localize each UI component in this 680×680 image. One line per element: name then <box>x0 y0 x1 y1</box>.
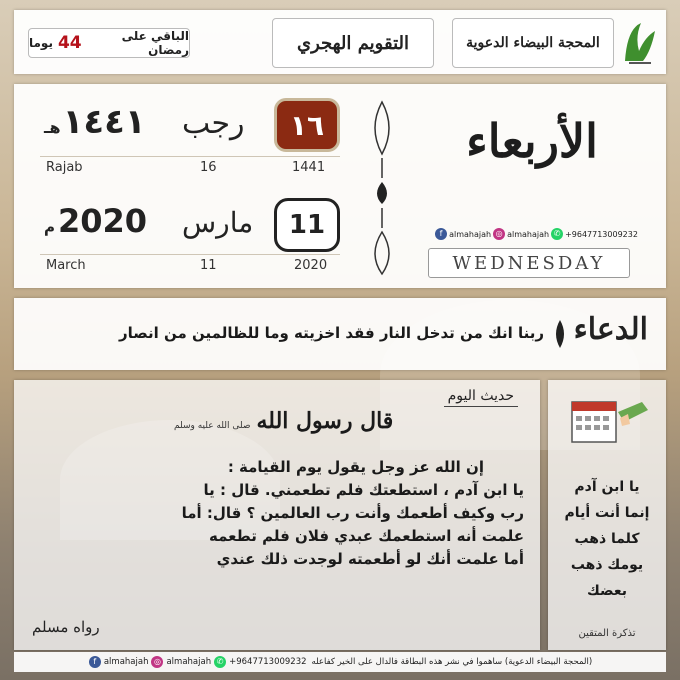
hadith-source: رواه مسلم <box>32 618 100 636</box>
reminder-line: بعضك <box>587 583 627 599</box>
gregorian-year-value: 2020 <box>58 202 148 240</box>
whatsapp-icon: ✆ <box>551 228 563 240</box>
date-social-row <box>418 228 654 240</box>
hadith-honorific: صلى الله عليه وسلم <box>174 421 251 431</box>
whatsapp-number: +9647713009232 <box>565 229 638 239</box>
hijri-month-ar: رجب <box>182 106 245 141</box>
facebook-handle: almahajah <box>449 229 492 239</box>
reminder-line: يا ابن آدم <box>574 479 640 495</box>
weekday-en: WEDNESDAY <box>452 252 606 274</box>
gregorian-day-en: 11 <box>200 258 217 273</box>
gregorian-day: 11 <box>288 210 326 240</box>
gregorian-month-en: March <box>46 258 86 273</box>
hijri-year-en: 1441 <box>292 160 326 175</box>
org-name: المحجة البيضاء الدعوية <box>452 18 614 68</box>
reminder-text <box>554 474 660 604</box>
footer-whatsapp-icon: ✆ <box>214 656 226 668</box>
hijri-year-suffix: هـ <box>44 118 61 137</box>
reminder-panel <box>548 380 666 650</box>
ornament-divider-icon <box>362 98 402 278</box>
footer-bar <box>14 652 666 672</box>
hadith-heading <box>174 408 393 434</box>
ramadan-countdown <box>28 28 190 58</box>
reminder-line: إنما أنت أيام <box>564 505 650 521</box>
footer-text: (المحجة البيضاء الدعوية) ساهموا في نشر هذه البطاقة فالدال على الخير كفاعله <box>311 657 593 667</box>
countdown-suffix: يوما <box>29 36 53 50</box>
reminder-label: تذكرة المتقين <box>578 628 636 639</box>
dua-label: الدعاء <box>573 312 648 347</box>
dua-text: ربنا انك من تدخل النار فقد اخزيته وما للظالمين من انصار <box>118 324 544 342</box>
reminder-line: يومك ذهب <box>570 557 644 573</box>
facebook-icon: f <box>435 228 447 240</box>
hadith-line: إن الله عز وجل يقول يوم القيامة : <box>227 458 484 476</box>
gregorian-year-en: 2020 <box>294 258 328 273</box>
hadith-line: رب وكيف أطعمك وأنت رب العالمين ؟ قال: أما <box>181 504 524 522</box>
hadith-line: علمت أنه استطعمك عبدي فلان فلم تطعمه <box>209 527 524 545</box>
hadith-body <box>26 456 524 571</box>
instagram-handle: almahajah <box>507 229 550 239</box>
gregorian-year-suffix: م <box>44 218 55 236</box>
hadith-label: حديث اليوم <box>444 388 518 407</box>
countdown-prefix: الباقي على رمضان <box>121 29 189 57</box>
header-bar <box>14 10 666 74</box>
footer-whatsapp: +9647713009232 <box>229 657 307 667</box>
hijri-day-badge <box>274 98 340 152</box>
footer-instagram: almahajah <box>166 657 212 667</box>
gregorian-month-ar: مارس <box>182 206 254 239</box>
hadith-line: أما علمت أنك لو أطعمته لوجدت ذلك عندي <box>216 550 524 568</box>
weekday-ar: الأربعاء <box>466 114 598 168</box>
dua-panel <box>14 298 666 370</box>
hijri-day-en: 16 <box>200 160 217 175</box>
calendar-hand-icon <box>562 388 654 450</box>
footer-facebook-icon: f <box>89 656 101 668</box>
hadith-panel <box>14 380 540 650</box>
date-panel <box>14 84 666 288</box>
hadith-heading-text: قال رسول الله <box>256 408 394 434</box>
hijri-month-en: Rajab <box>46 160 83 175</box>
footer-facebook: almahajah <box>103 657 149 667</box>
gregorian-year <box>44 202 147 240</box>
dua-ornament-icon <box>550 318 570 350</box>
hijri-year <box>44 102 146 142</box>
hijri-day: ١٦ <box>289 108 325 142</box>
hijri-year-ar: ١٤٤١ <box>62 102 146 142</box>
logo <box>620 16 660 68</box>
reminder-line: كلما ذهب <box>574 531 640 547</box>
instagram-icon: ◎ <box>493 228 505 240</box>
hadith-line: يا ابن آدم ، استطعتك فلم تطعمني. قال : يا <box>203 481 524 499</box>
weekday-en-box <box>428 248 630 278</box>
gregorian-day-badge <box>274 198 340 252</box>
countdown-days: 44 <box>57 33 82 53</box>
footer-instagram-icon: ◎ <box>151 656 163 668</box>
calendar-title: التقويم الهجري <box>272 18 434 68</box>
logo-mark-icon <box>621 17 659 67</box>
